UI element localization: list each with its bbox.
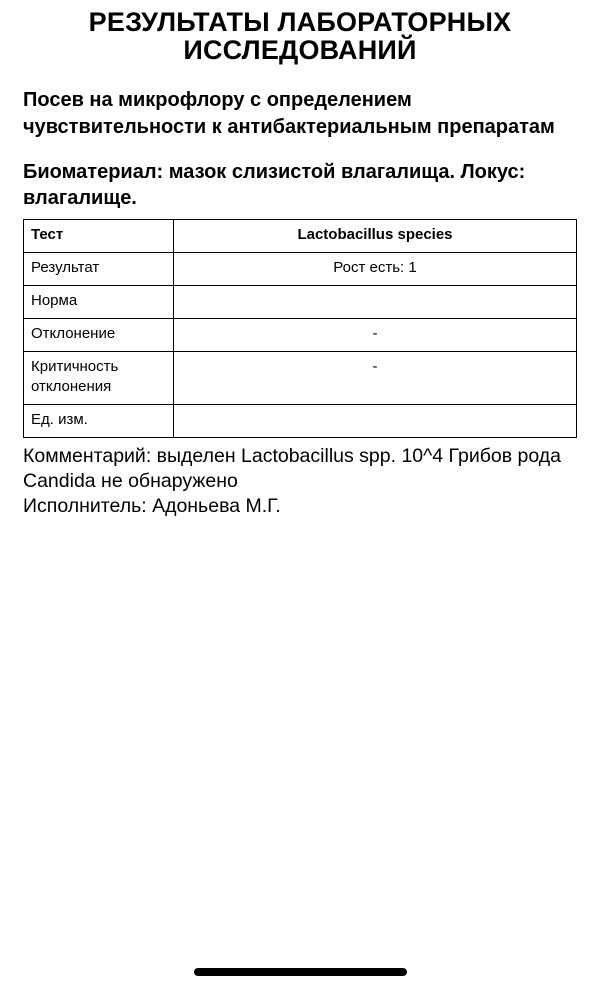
row-label: Отклонение bbox=[24, 319, 174, 352]
table-header-row bbox=[24, 220, 577, 253]
row-label: Ед. изм. bbox=[24, 405, 174, 438]
row-label: Результат bbox=[24, 253, 174, 286]
table-row-criticality bbox=[24, 352, 577, 405]
table-row-result bbox=[24, 253, 577, 286]
results-table bbox=[23, 219, 577, 438]
row-value bbox=[174, 405, 577, 438]
test-name: Посев на микрофлору с определением чувствительности к антибактериальным препаратам bbox=[23, 89, 555, 138]
header-value-cell: Lactobacillus species bbox=[174, 220, 577, 253]
table-row-deviation bbox=[24, 319, 577, 352]
row-value bbox=[174, 286, 577, 319]
header-label-cell: Тест bbox=[24, 220, 174, 253]
home-indicator[interactable] bbox=[194, 968, 407, 976]
row-label: Норма bbox=[24, 286, 174, 319]
row-value: Рост есть: 1 bbox=[174, 253, 577, 286]
lab-results-document bbox=[23, 8, 577, 519]
biomaterial-info: Биоматериал: мазок слизистой влагалища. Локус: влагалище. bbox=[23, 161, 526, 209]
row-value: - bbox=[174, 352, 577, 405]
comment-text: Комментарий: выделен Lactobacillus spp. 10^4 Грибов рода Candida не обнаружено bbox=[23, 445, 562, 492]
row-value: - bbox=[174, 319, 577, 352]
document-title: РЕЗУЛЬТАТЫ ЛАБОРАТОРНЫХ ИССЛЕДОВАНИЙ bbox=[88, 7, 512, 65]
executor-text: Исполнитель: Адоньева М.Г. bbox=[23, 495, 281, 517]
table-row-unit bbox=[24, 405, 577, 438]
table-row-norm bbox=[24, 286, 577, 319]
row-label: Критичность отклонения bbox=[24, 352, 174, 405]
